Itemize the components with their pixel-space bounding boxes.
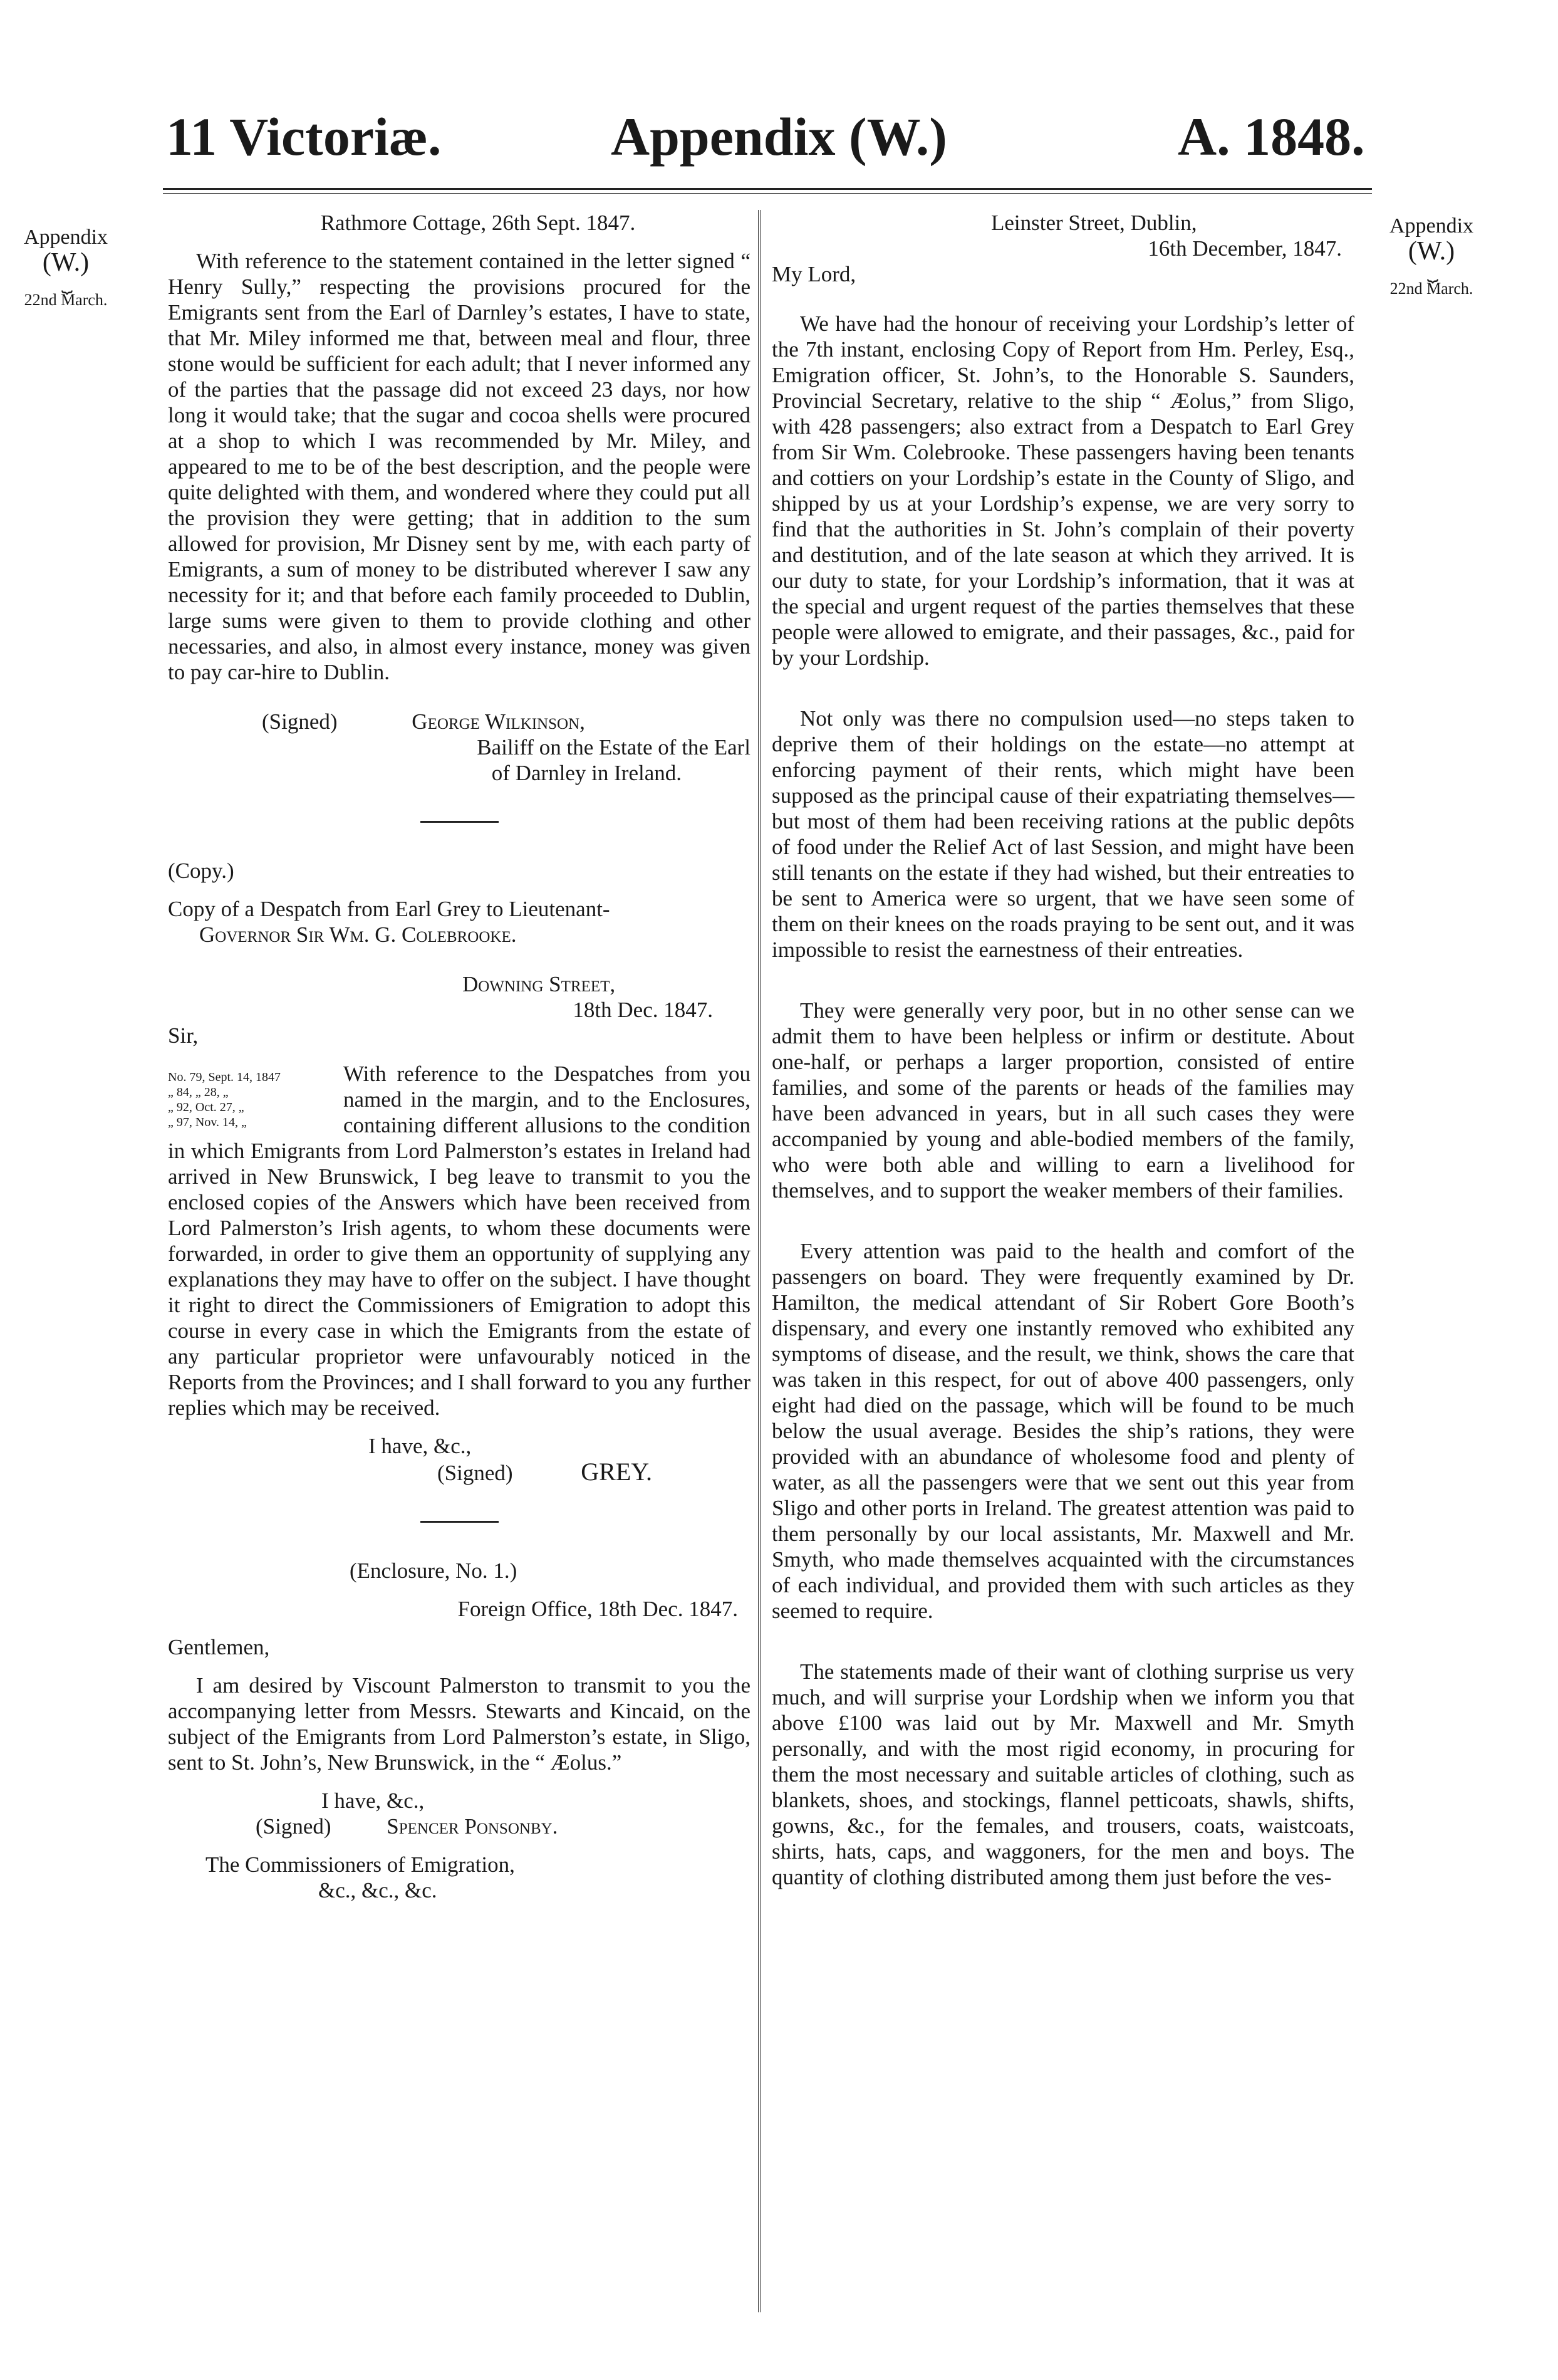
brace-icon: ⏟ [1427, 261, 1436, 282]
despatch-close: I have, &c., [368, 1434, 472, 1458]
letter-paragraph: They were generally very poor, but in no other sense can we admit them to have been helpless or infirm or destitute. About one-half, or perhaps a larger proportion, consisted of entire families, and some of the parents or heads of the families may have been advanced in years, but in all such cases they were accompanied by young and able-bodied members of the family, who were both able and willing to earn a livelihood for themselves, and to support the weaker members of their families. [772, 998, 1354, 1203]
right-margin-note [1369, 214, 1494, 298]
right-column [772, 210, 1354, 1890]
despatch-body-block [168, 1061, 750, 1421]
addressee: The Commissioners of Emigration, [205, 1852, 515, 1877]
signed-label: (Signed) [437, 1461, 513, 1485]
letter-body: With reference to the statement contained in the letter signed “ Henry Sully,” respecting the provisions procured for the Emigrants sent from the Earl of Darnley’s estates, I have to state, that Mr. Miley informed me that, between meal and flour, three stone would be sufficient for each adult; that I never informed any of the parties that the passage did not exceed 23 days, nor how long it would take; that the sugar and cocoa shells were procured at a shop to which I was recommended by Mr. Miley, and appeared to me to be of the best description, and the people were quite delighted with them, and wondered where they could put all the provision they were getting; that in addition to the sum allowed for provision, Mr Disney sent by me, with each party of Emigrants, a sum of money to be distributed wherever I saw any necessity for it; and that before each family proceeded to Dublin, large sums were given to them to provide clothing and other necessaries, and also, in almost every instance, money was given to pay car-hire to Dublin. [168, 249, 750, 684]
despatch-date: 18th Dec. 1847. [573, 998, 713, 1022]
header-rule [163, 188, 1372, 190]
despatch-salutation: Sir, [168, 1023, 199, 1048]
marginal-references [168, 1070, 337, 1130]
header-session: 11 Victoriæ. [166, 107, 442, 167]
marginal-ref: No. 79, Sept. 14, 1847 [168, 1070, 281, 1084]
despatch-place: Downing Street, [462, 972, 616, 996]
margin-appendix-label: Appendix [23, 226, 108, 249]
marginal-ref: „ 92, Oct. 27, „ [168, 1100, 244, 1114]
enclosure-close: I have, &c., [321, 1788, 425, 1813]
signer-name: George Wilkinson, [412, 709, 585, 734]
signed-label: (Signed) [256, 1814, 331, 1839]
letter-paragraph: Not only was there no compulsion used—no steps taken to deprive them of their holdings on the estate—no attempt at enforcing payment of their rents, which might have been supposed as the principal cause of their expatriating themselves—but most of them had been receiving rations at the public depôts of food under the Relief Act of last Session, and might have been still tenants on the estate if they had wished, but their entreaties to be sent to America were so urgent, that we have seen some of them on their knees on the roads praying to be sent out, and it was impossible to resist the earnestness of their entreaties. [772, 706, 1354, 962]
margin-appendix-letter: (W.) [1408, 237, 1455, 266]
letter-date: 16th December, 1847. [1148, 236, 1342, 261]
signed-label: (Signed) [262, 709, 338, 734]
enclosure-dateline: Foreign Office, 18th Dec. 1847. [457, 1597, 738, 1621]
copy-label: (Copy.) [168, 859, 234, 883]
enclosure-signer: Spencer Ponsonby. [387, 1814, 558, 1839]
header-year: A. 1848. [1178, 107, 1365, 167]
letter-signature [168, 709, 750, 786]
column-divider [758, 210, 761, 2312]
letter-paragraph: The statements made of their want of clothing surprise us very much, and will surprise your Lordship when we inform you that above £100 was laid out by Mr. Maxwell and Mr. Smyth personally, and with the most rigid economy, in procuring for them the most necessary and suitable articles of clothing, such as blankets, shoes, and stockings, flannel petticoats, shawls, shifts, gowns, &c., for the females, and trousers, coats, waistcoats, shirts, hats, caps, and waggoners, for the men and boys. The quantity of clothing distributed among them just before the ves- [772, 1659, 1354, 1889]
letter-paragraph: Every attention was paid to the health and comfort of the passengers on board. They were frequently examined by Dr. Hamilton, the medical attendant of Sir Robert Gore Booth’s dispensary, and every one instantly removed who exhibited any symptoms of disease, and the result, we think, shows the care that was taken in this respect, for out of above 400 passengers, only eight had died on the passage, which will be found to be much below the usual average. Besides the ship’s rations, they were provided with an abundance of wholesome food and plenty of water, as all the passengers were that we sent out this year from Sligo and other ports in Ireland. The greatest attention was paid to them personally by our local assistants, Mr. Maxwell and Mr. Smyth, who made themselves acquainted with the circumstances of each individual, and provided them with such articles as they seemed to require. [772, 1239, 1354, 1623]
letter-salutation: My Lord, [772, 262, 856, 286]
brace-icon: ⏟ [61, 273, 70, 293]
header-appendix: Appendix (W.) [611, 107, 947, 167]
despatch-title: Copy of a Despatch from Earl Grey to Lieutenant- [168, 897, 610, 921]
margin-date: 22nd March. [1389, 279, 1473, 298]
despatch-signer: GREY. [581, 1458, 653, 1486]
header-rule-thin [163, 193, 1372, 194]
enclosure-salutation: Gentlemen, [168, 1635, 270, 1659]
enclosure-label: (Enclosure, No. 1.) [350, 1558, 517, 1583]
margin-date: 22nd March. [24, 291, 108, 309]
despatch-body: With reference to the Despatches from you named in the margin, and to the Enclosures, containing different allusions to the condition in which Emigrants from Lord Palmerston’s estates in Ireland had arrived in New Brunswick, I beg leave to transmit to you the enclosed copies of the Answers which have been received from Lord Palmerston’s Irish agents, to whom these documents were forwarded, in order to give them an opportunity of supplying any explanations they may have to offer on the subject. I have thought it right to direct the Commissioners of Emigration to adopt this course in every case in which the Emigrants from the estate of any particular proprietor were unfavourably noticed in the Reports from the Provinces; and I shall forward to you any further replies which may be received. [168, 1062, 750, 1420]
enclosure-body: I am desired by Viscount Palmerston to transmit to you the accompanying letter from Messrs. Stewarts and Kincaid, on the subject of the Emigrants from Lord Palmerston’s estate, in Sligo, sent to St. John’s, New Brunswick, in the “ Æolus.” [168, 1673, 750, 1775]
marginal-ref: „ 84, „ 28, „ [168, 1085, 229, 1099]
letter-place: Leinster Street, Dublin, [991, 211, 1197, 235]
despatch-title-cont: Governor Sir Wm. G. Colebrooke. [199, 922, 517, 947]
left-column [168, 210, 750, 1903]
signer-title: Bailiff on the Estate of the Earl [477, 735, 750, 759]
margin-appendix-label: Appendix [1389, 214, 1474, 237]
left-margin-note [3, 226, 128, 310]
marginal-ref: „ 97, Nov. 14, „ [168, 1115, 247, 1129]
margin-appendix-letter: (W.) [42, 248, 90, 277]
letter-paragraph: We have had the honour of receiving your Lordship’s letter of the 7th instant, enclosing Copy of Report from Hm. Perley, Esq., Emigration officer, St. John’s, to the Honorable S. Saunders, Provincial Secretary, relative to the ship “ Æolus,” from Sligo, with 428 passengers; also extract from a Despatch to Earl Grey from Sir Wm. Colebrooke. These passengers having been tenants and cottiers on your Lordship’s estate in the County of Sligo, and shipped by us at your Lordship’s expense, we are very sorry to find that the authorities in St. John’s complain of their poverty and destitution, and of the late season at which they arrived. It is our duty to state, for your Lordship’s information, that it was at the special and urgent request of the parties themselves that these people were allowed to emigrate, and their passages, &c., paid for by your Lordship. [772, 311, 1354, 670]
addressee-cont: &c., &c., &c. [318, 1878, 437, 1902]
letter-dateline: Rathmore Cottage, 26th Sept. 1847. [320, 211, 636, 235]
signer-title-cont: of Darnley in Ireland. [491, 761, 682, 785]
